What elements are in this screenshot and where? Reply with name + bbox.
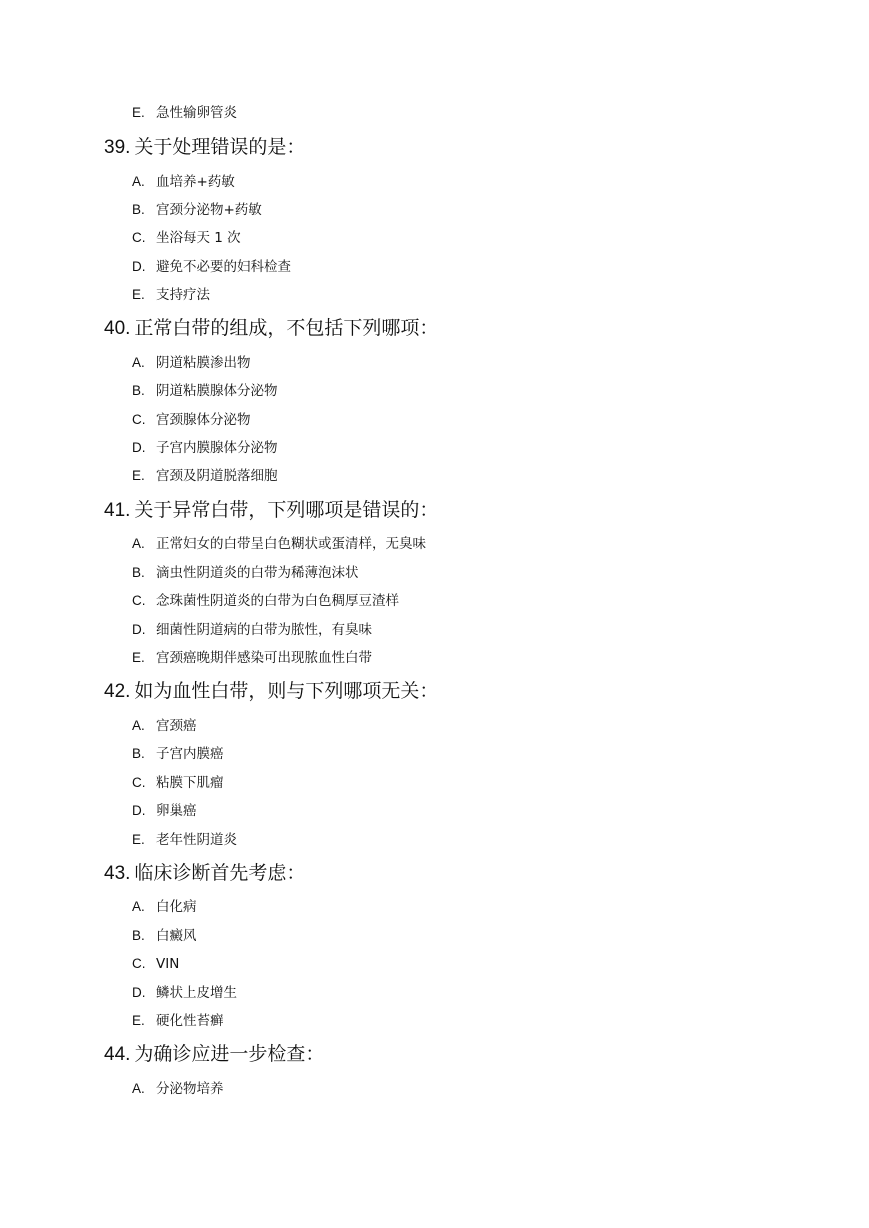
question-number: 40. — [104, 318, 131, 339]
question-41 — [104, 498, 438, 523]
option-text: 正常妇女的白带呈白色糊状或蛋清样，无臭味 — [156, 536, 426, 552]
option-letter: A. — [132, 536, 145, 551]
option-text: 分泌物培养 — [156, 1081, 224, 1097]
option-letter: D. — [132, 259, 146, 274]
option-item — [132, 411, 251, 429]
question-number: 39. — [104, 137, 131, 158]
option-text: 细菌性阴道病的白带为脓性，有臭味 — [156, 622, 372, 638]
question-text: 正常白带的组成，不包括下列哪项： — [134, 317, 439, 339]
option-item — [132, 201, 262, 219]
option-text: 宫颈分泌物+药敏 — [156, 202, 262, 218]
option-text: 子宫内膜癌 — [156, 746, 224, 762]
option-text: 滴虫性阴道炎的白带为稀薄泡沫状 — [156, 565, 359, 581]
question-text: 关于处理错误的是： — [134, 136, 306, 158]
option-text: 血培养+药敏 — [156, 174, 235, 190]
option-text: 鳞状上皮增生 — [156, 985, 237, 1001]
question-number: 41. — [104, 500, 131, 521]
option-letter: B. — [132, 746, 145, 761]
option-letter: B. — [132, 202, 145, 217]
option-letter: E. — [132, 105, 145, 120]
option-letter: C. — [132, 775, 146, 790]
option-item — [132, 535, 426, 553]
option-letter: A. — [132, 899, 145, 914]
option-item — [132, 564, 359, 582]
question-40 — [104, 316, 438, 341]
question-text: 临床诊断首先考虑： — [134, 862, 306, 884]
option-text: 子宫内膜腺体分泌物 — [156, 440, 278, 456]
question-43 — [104, 861, 305, 886]
option-item — [132, 621, 372, 639]
option-letter: D. — [132, 803, 146, 818]
option-letter: A. — [132, 1081, 145, 1096]
option-text: 硬化性苔癣 — [156, 1013, 224, 1029]
option-letter: C. — [132, 593, 146, 608]
option-letter: B. — [132, 565, 145, 580]
option-item — [132, 1080, 224, 1098]
option-item — [132, 173, 235, 191]
option-text: 宫颈及阴道脱落细胞 — [156, 468, 278, 484]
option-item — [132, 592, 399, 610]
option-item — [132, 382, 278, 400]
option-text: 坐浴每天 1 次 — [156, 230, 241, 246]
question-39 — [104, 135, 305, 160]
option-item — [132, 898, 197, 916]
option-letter: E. — [132, 832, 145, 847]
question-number: 44. — [104, 1044, 131, 1065]
option-item — [132, 831, 237, 849]
option-text: 卵巢癌 — [156, 803, 197, 819]
option-item — [132, 354, 251, 372]
option-letter: A. — [132, 718, 145, 733]
question-text: 为确诊应进一步检查： — [134, 1043, 325, 1065]
option-item — [132, 229, 241, 247]
option-letter: C. — [132, 412, 146, 427]
option-item — [132, 955, 179, 973]
question-number: 42. — [104, 681, 131, 702]
option-item — [132, 439, 278, 457]
option-text: 宫颈腺体分泌物 — [156, 412, 251, 428]
question-text: 如为血性白带，则与下列哪项无关： — [134, 680, 439, 702]
question-text: 关于异常白带，下列哪项是错误的： — [134, 499, 439, 521]
option-text: 白癜风 — [156, 928, 197, 944]
option-letter: E. — [132, 287, 145, 302]
option-letter: E. — [132, 1013, 145, 1028]
option-item — [132, 1012, 224, 1030]
option-text: 急性输卵管炎 — [156, 105, 237, 121]
option-item — [132, 649, 372, 667]
option-text: VIN — [156, 956, 180, 972]
option-item — [132, 774, 224, 792]
option-text: 避免不必要的妇科检查 — [156, 259, 291, 275]
option-letter: C. — [132, 230, 146, 245]
option-item — [132, 745, 224, 763]
option-text: 老年性阴道炎 — [156, 832, 237, 848]
option-letter: A. — [132, 355, 145, 370]
option-text: 念珠菌性阴道炎的白带为白色稠厚豆渣样 — [156, 593, 399, 609]
option-text: 白化病 — [156, 899, 197, 915]
option-letter: D. — [132, 440, 146, 455]
option-letter: B. — [132, 928, 145, 943]
option-letter: E. — [132, 650, 145, 665]
option-letter: D. — [132, 985, 146, 1000]
option-letter: C. — [132, 956, 146, 971]
option-item — [132, 258, 291, 276]
option-letter: A. — [132, 174, 145, 189]
option-text: 支持疗法 — [156, 287, 210, 303]
option-text: 宫颈癌晚期伴感染可出现脓血性白带 — [156, 650, 372, 666]
option-item — [132, 984, 237, 1002]
option-text: 宫颈癌 — [156, 718, 197, 734]
option-item — [132, 467, 278, 485]
question-44 — [104, 1042, 324, 1067]
option-letter: D. — [132, 622, 146, 637]
option-item — [132, 717, 197, 735]
option-letter: B. — [132, 383, 145, 398]
option-item — [132, 802, 197, 820]
option-text: 粘膜下肌瘤 — [156, 775, 224, 791]
question-number: 43. — [104, 863, 131, 884]
question-42 — [104, 679, 438, 704]
option-item — [132, 286, 210, 304]
option-text: 阴道粘膜渗出物 — [156, 355, 251, 371]
option-item — [132, 104, 237, 122]
option-letter: E. — [132, 468, 145, 483]
option-text: 阴道粘膜腺体分泌物 — [156, 383, 278, 399]
option-item — [132, 927, 197, 945]
